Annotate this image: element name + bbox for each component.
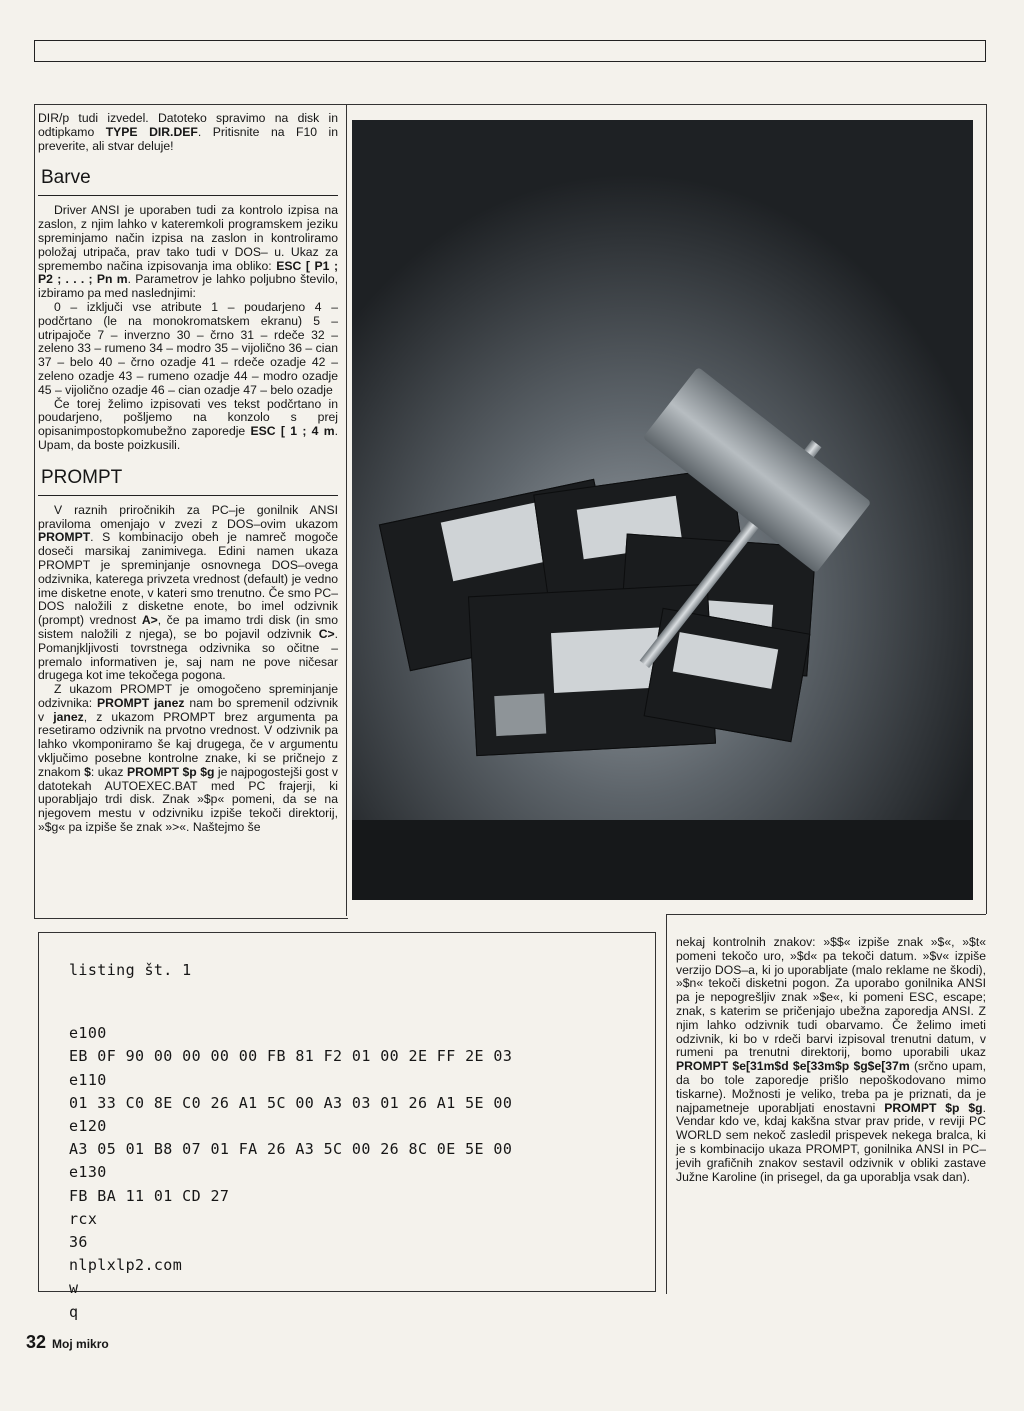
intro-paragraph: DIR/p tudi izvedel. Datoteko spravimo na disk in odtipkamo TYPE DIR.DEF. Pritisnite na F10 in preverite, ali stvar deluje!	[38, 111, 338, 153]
barve-paragraph-3: Če torej želimo izpisovati ves tekst podčrtano in poudarjeno, pošljemo na konzolo s prej opisanimpostopkomubežno zaporedje ESC [ 1 ; 4 m. Upam, da boste poizkusili.	[38, 396, 338, 452]
listing-line: e130	[69, 1163, 107, 1182]
prompt-paragraph-2: Z ukazom PROMPT je omogočeno spreminjanje odzivnika: PROMPT janez nam bo spremenil odzivnik v janez, z ukazom PROMPT brez argumenta pa resetiramo odzivnik na prvotno vrednost. V odzivnik pa lahko vkomponiramo še kaj drugega, če v argumentu vključimo posebne kontrolne znake, ki se pričnejo z znakom $: ukaz PROMPT $p $g je najpogostejši gost v datotekah AUTOEXEC.BAT med PC frajerji, ki uporabljajo trdi disk. Znak »$p« pomeni, da se na njegovem mestu v odzivniku izpiše tekoči direktorij, »$g« pa izpiše še znak »>«. Naštejmo še	[38, 682, 338, 835]
frame-top-line	[34, 104, 986, 105]
magazine-name: Moj mikro	[52, 1337, 109, 1351]
frame-separator-line	[346, 104, 347, 916]
listing-title: listing št. 1	[69, 961, 192, 979]
listing-line: A3 05 01 B8 07 01 FA 26 A3 5C 00 26 8C 0E 5E 00	[69, 1140, 513, 1159]
listing-line: q	[69, 1302, 79, 1321]
listing-line: 01 33 C0 8E C0 26 A1 5C 00 A3 03 01 26 A1 5E 00	[69, 1093, 513, 1112]
frame-left-line	[34, 104, 35, 919]
floppy-disks-broom-photo	[352, 120, 973, 900]
listing-line: rcx	[69, 1209, 98, 1228]
frame-right-line	[986, 104, 987, 914]
photo-bottom-band	[352, 820, 973, 900]
listing-line: nlplxlp2.com	[69, 1256, 183, 1275]
frame-right-vertical-line	[666, 914, 667, 1294]
frame-mid-line	[34, 918, 348, 919]
right-paragraph: nekaj kontrolnih znakov: »$$« izpiše znak »$«, »$t« pomeni tekočo uro, »$d« pa tekoči datum. »$v« izpiše verzijo DOS–a, ki jo uporabljate (malo reklame ne škodi), »$n« tekoči disketni pogon. Za uporabo gonilnika ANSI pa je nepogrešljiv znak »$e«, ki pomeni ESC, escape; znak, s katerim se pričenjajo ubežna zaporedja ANSI. Z njim lahko odzivnik tudi obarvamo. Če želimo imeti odzivnik, ki bo v rdeči barvi izpisoval trenutni datum, v rumeni pa trenutni direktorij, bomo uporabili ukaz PROMPT $e[31m$d $e[33m$p $g$e[37m (srčno upam, da bo tole zaporedje prišlo nepoškodovano mimo tiskarne). Možnosti je veliko, treba pa je priznati, da je najpametneje uporabljati enostavni PROMPT $p $g. Vendar kdo ve, kdaj kakšna stvar prav pride, v reviji PC WORLD sem nekoč zasledil prispevek nekega bralca, ki je s kombinacijo ukaza PROMPT, gonilnika ANSI in PC–jevih grafičnih znakov sestavil odzivnik v obliki zastave Južne Karoline (in prisegel, da ga uporablja vsak dan).	[676, 935, 986, 1184]
header-rule-box	[34, 40, 986, 62]
page-number: 32	[26, 1332, 47, 1352]
listing-line: 36	[69, 1233, 88, 1252]
listing-line: e110	[69, 1070, 107, 1089]
section-heading-prompt: PROMPT	[38, 467, 338, 496]
listing-line: e120	[69, 1117, 107, 1136]
right-column	[676, 936, 986, 1184]
listing-line: EB 0F 90 00 00 00 00 FB 81 F2 01 00 2E FF 2E 03	[69, 1047, 513, 1066]
frame-right-bottom-line	[666, 914, 986, 915]
section-heading-barve: Barve	[38, 167, 338, 196]
page-footer	[26, 1332, 109, 1353]
barve-paragraph-2: 0 – izključi vse atribute 1 – poudarjeno 4 – podčrtano (le na monokromatskem ekranu) 5 – utripajoče 7 – inverzno 30 – črno 31 – rdeče 32 – zeleno 33 – rumeno 34 – modro 35 – vijolično 36 – cian 37 – belo 40 – črno ozadje 41 – rdeče ozadje 42 – zeleno ozadje 43 – rumeno ozadje 44 – modro ozadje 45 – vijolično ozadje 46 – cian ozadje 47 – belo ozadje	[38, 299, 338, 397]
prompt-paragraph-1: V raznih priročnikih za PC–je gonilnik ANSI praviloma omenjajo v zvezi z DOS–ovim ukazom PROMPT. S kombinacijo obeh je namreč mogoče doseči marsikaj zanimivega. Edini namen ukaza PROMPT je spreminjanje osnovnega DOS–ovega odzivnika, katerega privzeta vrednost (default) je vedno ime disketne enote, v kateri smo trenutno. Če smo PC–DOS naložili z disketne enote, bo imel odzivnik (prompt) vrednost A>, če pa imamo trdi disk (in smo sistem naložili z njega), se bo pojavil odzivnik C>. Pomanjkljivosti tovrstnega odzivnika so očitne – premalo informativen je, saj nam ne pove ničesar drugega kot ime tekočega pogona.	[38, 502, 338, 683]
left-column	[38, 112, 338, 835]
listing-line: FB BA 11 01 CD 27	[69, 1186, 230, 1205]
code-listing-box	[38, 932, 656, 1321]
listing-line: e100	[69, 1024, 107, 1043]
barve-paragraph-1: Driver ANSI je uporaben tudi za kontrolo izpisa na zaslon, z njim lahko v kateremkoli programskem jeziku spreminjamo način izpisa na zaslon in kontroliramo položaj utripača, prav tako tudi v DOS– u. Ukaz za spremembo načina izpisovanja ima obliko: ESC [ P1 ; P2 ; . . . ; Pn m. Parametrov je lahko poljubno število, izbiramo pa med naslednjimi:	[38, 203, 339, 301]
listing-line: w	[69, 1279, 79, 1298]
